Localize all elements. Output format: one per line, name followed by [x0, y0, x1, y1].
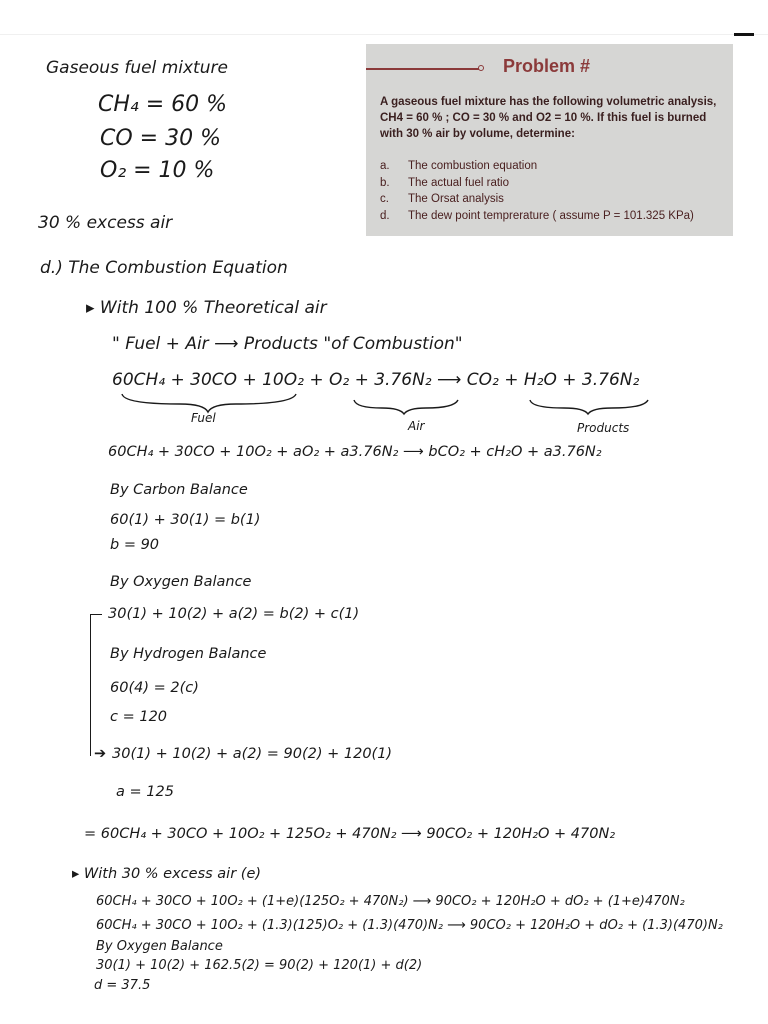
problem-item-letter: d. — [380, 209, 390, 222]
bracket-top — [90, 614, 102, 615]
problem-title-rule — [366, 68, 480, 70]
products-brace — [530, 400, 648, 414]
problem-title-dot — [478, 65, 484, 71]
problem-item — [380, 158, 730, 175]
label-products: Products — [577, 421, 630, 435]
problem-item-letter: a. — [380, 160, 390, 172]
oxygen-balance-title-2: By Oxygen Balance — [96, 939, 223, 954]
a-result: a = 125 — [116, 784, 174, 800]
carbon-balance-title: By Carbon Balance — [110, 482, 248, 498]
substitution-arrow: ➔ — [94, 746, 107, 762]
given-title: Gaseous fuel mixture — [46, 58, 228, 78]
problem-item-text: The actual fuel ratio — [408, 176, 510, 189]
problem-statement: A gaseous fuel mixture has the following volumetric analysis, CH4 = 60 % ; CO = 30 % and O2 = 10 %. If this fuel is burned with 30 % air by volume, determine: — [380, 96, 717, 140]
oxygen-balance-title: By Oxygen Balance — [110, 574, 252, 590]
excess-air-heading: ▸ With 30 % excess air (e) — [72, 866, 262, 882]
label-fuel: Fuel — [191, 411, 216, 425]
problem-item — [380, 191, 730, 208]
given-ch4: CH₄ = 60 % — [98, 92, 228, 117]
problem-item-text: The combustion equation — [408, 160, 538, 172]
fuel-brace — [122, 394, 296, 412]
equation-theoretical: 60CH₄ + 30CO + 10O₂ + O₂ + 3.76N₂ ⟶ CO₂ + H₂O + 3.76N₂ — [112, 370, 640, 390]
hydrogen-balance-title: By Hydrogen Balance — [110, 646, 267, 662]
given-o2: O₂ = 10 % — [100, 158, 215, 183]
label-air: Air — [408, 419, 425, 433]
hydrogen-balance-equation: 60(4) = 2(c) — [110, 680, 199, 696]
theoretical-air-heading: ▸ With 100 % Theoretical air — [86, 298, 327, 318]
carbon-balance-result: b = 90 — [110, 537, 160, 553]
given-co: CO = 30 % — [100, 126, 221, 151]
substitution-equation: 30(1) + 10(2) + a(2) = 90(2) + 120(1) — [112, 746, 393, 762]
problem-item — [380, 208, 730, 225]
air-brace — [354, 400, 458, 414]
problem-title: Problem # — [503, 56, 591, 76]
problem-item-letter: c. — [380, 193, 389, 205]
solution-heading: d.) The Combustion Equation — [40, 258, 288, 278]
problem-item-letter: b. — [380, 176, 390, 189]
equation-general: 60CH₄ + 30CO + 10O₂ + aO₂ + a3.76N₂ ⟶ bCO₂ + cH₂O + a3.76N₂ — [108, 444, 602, 460]
bracket-line — [90, 614, 91, 756]
corner-mark — [734, 33, 754, 36]
oxygen-balance-equation: 30(1) + 10(2) + a(2) = b(2) + c(1) — [108, 606, 360, 622]
given-excess-air: 30 % excess air — [38, 213, 173, 233]
final-equation: = 60CH₄ + 30CO + 10O₂ + 125O₂ + 470N₂ ⟶ 90CO₂ + 120H₂O + 470N₂ — [84, 826, 616, 842]
problem-card — [366, 44, 733, 236]
problem-list — [380, 158, 730, 224]
oxygen-balance-equation-2: 30(1) + 10(2) + 162.5(2) = 90(2) + 120(1) + d(2) — [96, 958, 423, 973]
carbon-balance-equation: 60(1) + 30(1) = b(1) — [110, 512, 261, 528]
hydrogen-balance-result: c = 120 — [110, 709, 168, 725]
excess-equation-1: 60CH₄ + 30CO + 10O₂ + (1+e)(125O₂ + 470N₂) ⟶ 90CO₂ + 120H₂O + dO₂ + (1+e)470N₂ — [96, 894, 685, 909]
problem-item-text: The Orsat analysis — [408, 193, 504, 205]
problem-item — [380, 175, 730, 192]
d-result: d = 37.5 — [94, 978, 151, 993]
problem-item-text: The dew point temprerature ( assume P = 101.325 KPa) — [408, 209, 694, 222]
page-top-rule — [0, 34, 768, 35]
word-equation: " Fuel + Air ⟶ Products "of Combustion" — [112, 334, 463, 354]
excess-equation-2: 60CH₄ + 30CO + 10O₂ + (1.3)(125)O₂ + (1.3)(470)N₂ ⟶ 90CO₂ + 120H₂O + dO₂ + (1.3)(470)N₂ — [96, 918, 723, 933]
